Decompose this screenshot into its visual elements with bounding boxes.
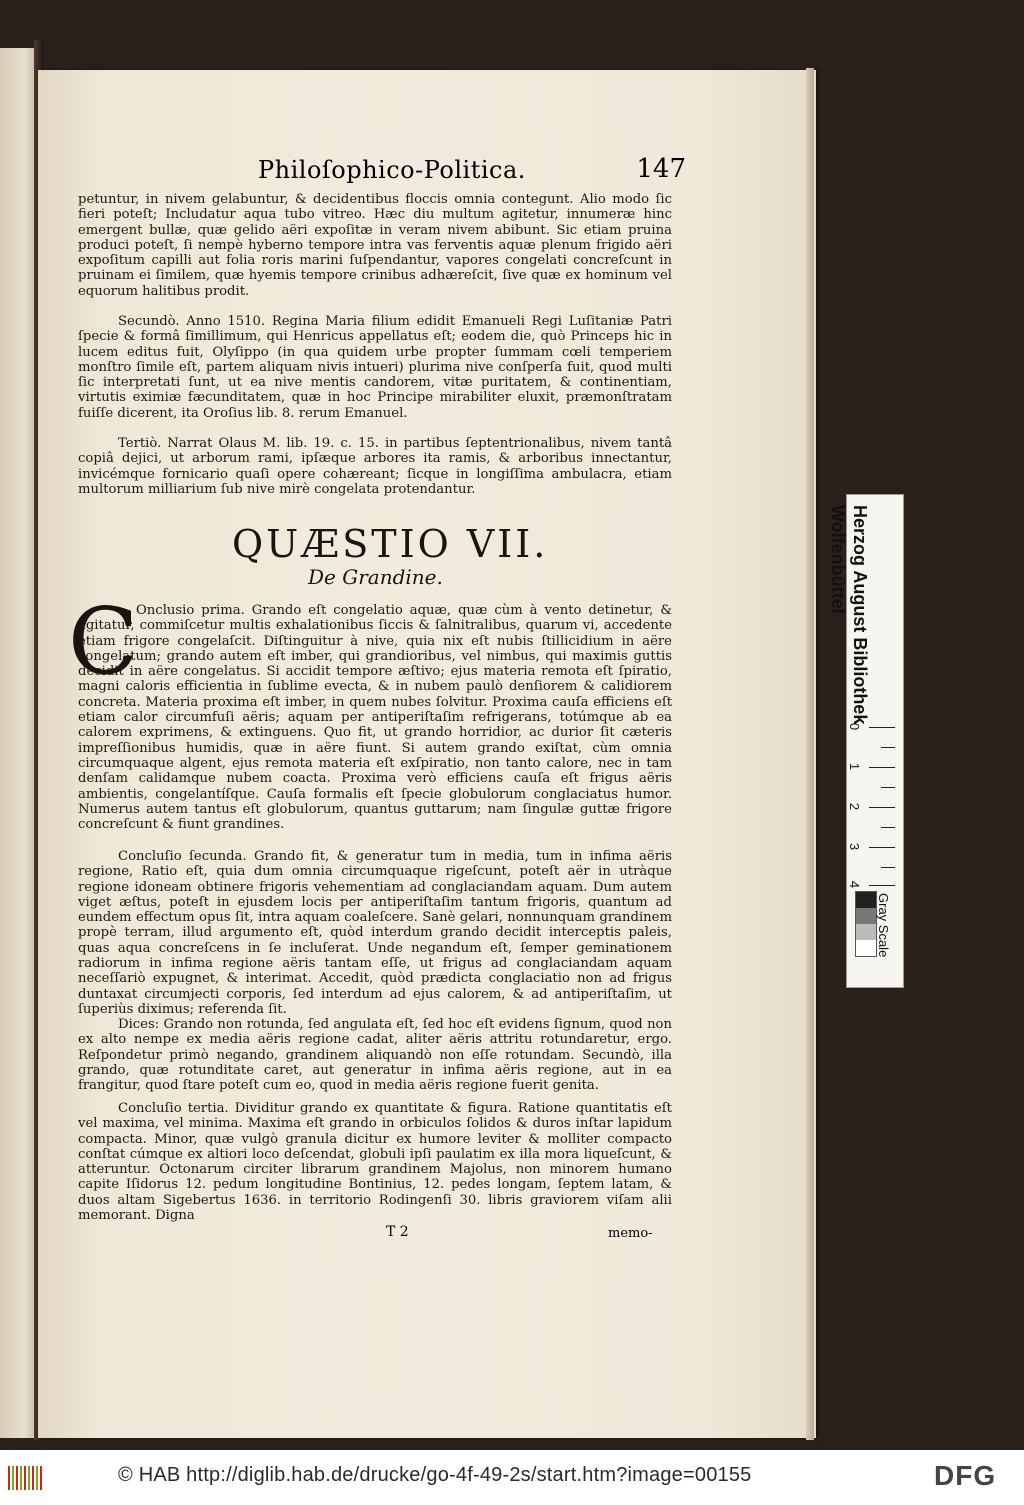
scale-number: 2 — [847, 802, 863, 811]
scale-tick — [869, 727, 895, 728]
scale-tick — [881, 867, 895, 868]
conclusio-secunda: Concluſio ſecunda. Grando fit, & generatur tum in media, tum in infima aëris regione, Ratio eſt, quia dum omnia circumquaque rigeſcunt, poteſt aër in utràque regione idoneam obtinere frigoris vehementiam ad conglaciandam aquam. Dum autem viget æſtus, poteſt in ejusdem locis per antiperiſtaſim tantum frigoris, quantum ad eundem effectum opus ſit, intra aquam coaleſcere. Sanè gelari, nonnunquam grandinem propè terram, illud argumento eſt, quòd interdum grando decidit interceptis paleis, quas aqua concreſcens in ſe incluſerat. Unde negandum eſt, ſemper geminationem radiorum in infima regione aëris tantam eſſe, ut frigus ad conglaciandam aquam neceſſariò expugnet, & interimat. Accedit, quòd prædicta conglaciatio non ad frigus duntaxat circumjecti corporis, ſed interdum ad ejus calorem, & ad antiperiſtaſim, ut ſuperiùs diximus; referenda ſit. — [78, 849, 672, 1017]
scale-number: 3 — [847, 842, 863, 851]
paragraph-1: petuntur, in nivem gelabuntur, & decidentibus floccis omnia contegunt. Alio modo ſic fieri poteſt; Includatur aqua tubo vitreo. Hæc diu multum agitetur, innumeræ hinc emergent bullæ, quæ gelido aëri expoſitæ in veram nivem abibunt. Sic etiam pruina produci poteſt, ſi nempè hyberno tempore intra vas ferventis aquæ plenum frigido aëri expoſitum capilli aut folia roris marini ſuſpendantur, vapores congelati concreſcunt in pruinam ei ſimilem, quæ hyemis tempore crinibus adhæreſcit, ſive quæ ex hominum vel equorum halitibus prodit. — [78, 192, 672, 299]
paragraph-2: Secundò. Anno 1510. Regina Maria filium edidit Emanueli Regi Luſitaniæ Patri ſpecie & formâ ſimillimum, qui Henricus appellatus eſt; eodem die, quò Princeps hic in lucem editus fuit, Olyſippo (in qua quidem urbe propter ſummam cœli temperiem monſtro ſimile eſt, partem aliquam nivis intueri) plurima nive conſperſa fuit, quod multi ſic interpretati ſunt, ut ea nive mentis candorem, vitæ puritatem, & continentiam, virtutis eximiæ fæcunditatem, quæ in hoc Principe mirabiliter eluxit, præmonſtratam fuiſſe dicerent, ita Oroſius lib. 8. rerum Emanuel. — [78, 314, 672, 421]
dices-paragraph: Dices: Grando non rotunda, ſed angulata eſt, ſed hoc eſt evidens ſignum, quod non ex alto nempe ex media aëris regione cadat, aliter aëris attritu rotundaretur, ergo. Reſpondetur primò negando, grandinem aliquandò non eſſe rotundam. Secundò, illa grando, quæ rotunditate caret, aut generatur in infima aëris regione, aut in ea frangitur, quod ſtare poteſt cum eo, quod in media aëris regione fuerit genita. — [78, 1017, 672, 1094]
paragraph-3: Tertiò. Narrat Olaus M. lib. 19. c. 15. in partibus ſeptentrionalibus, nivem tantâ copiâ dejici, ut arborum rami, ipſæque arbores ita ramis, & arboribus innectantur, invicémque fornicario quaſi opere cohæreant; ſicque in longiſſima ambulacra, etiam multorum milliarium ſub nive mirè congelata protendantur. — [78, 436, 672, 497]
question-heading: QUÆSTIO VII. — [232, 522, 549, 566]
gray-scale-label: Gray Scale — [876, 893, 891, 958]
catchword: memo- — [608, 1226, 653, 1241]
scale-number: 4 — [847, 880, 863, 889]
running-title: Philoſophico-Politica. — [258, 156, 526, 184]
scale-tick — [869, 767, 895, 768]
question-subheading: De Grandine. — [308, 565, 443, 589]
signature-mark: T 2 — [386, 1224, 409, 1240]
scale-number: 0 — [847, 722, 863, 731]
conclusio-tertia: Concluſio tertia. Dividitur grando ex quantitate & figura. Ratione quantitatis eſt vel maxima, vel minima. Maxima eſt grando in orbiculos ſolidos & duros inſtar lapidum compacta. Minor, quæ vulgò granula dicitur ex humore leviter & molliter compacto conſtat cúmque ex altiori loco deſcendat, globuli ipſi paulatim ex illa mora liqueſcunt, & atteruntur. Octonarum circiter librarum grandinem Majolus, non minorem humano capite Iſidorus 12. pedum longitudine Bontinius, 12. pedes longam, ſeptem latam, & duos altam Sigebertus 1636. in territorio Rodingenſi 30. libris graviorem viſam alii memorant. Digna — [78, 1101, 672, 1224]
conclusio-prima: Onclusio prima. Grando eſt congelatio aquæ, quæ cùm à vento detinetur, & agitatur, commiſcetur multis exhalationibus ſiccis & ſalnitralibus, quarum vi, accedente etiam frigore congelaſcit. Diſtinguitur à nive, quia nix eſt nubis ſtillicidium in aëre congelatum; grando autem eſt imber, qui grandioribus, vel nimbus, qui maximis guttis decidit in aëre congelatus. Si accidit tempore æſtivo; ejus materia remota eſt ſpiratio, magni caloris efficientia in ſublime evecta, & in nubem paulò denſiorem & calidiorem concreta. Materia proxima eſt imber, in quem nubes ſolvitur. Proxima cauſa efficiens eſt etiam calor circumfuſi aëris; aquam per antiperiſtaſim refrigerans, totúmque ab ea calorem exprimens, & extinguens. Quo fit, ut grando horridior, ac durior ſit cæteris impreſſionibus humidis, quæ in aëre fiunt. Si autem grando exiſtat, cùm omnia circumquaque algent, ejus remota materia eſt exſpiratio, non tanto calore, nec in tam denſam calidamque nubem coacta. Proxima verò efficiens cauſa eſt frigus aëris ambientis, congelantíſque. Cauſa formalis eſt ſpecie globulorum conglaciatus humor. Numerus autem tantus eſt globulorum, quantus guttarum; nam ſingulæ guttæ frigore concreſcunt & fiunt grandines. — [78, 603, 672, 833]
scale-tick — [881, 747, 895, 748]
scale-tick — [869, 847, 895, 848]
running-header — [258, 154, 686, 188]
ruler-scale — [847, 709, 899, 889]
library-name: Herzog August Bibliothek — [850, 505, 870, 725]
scale-tick — [881, 827, 895, 828]
library-place: Wolfenbüttel — [828, 505, 848, 614]
page-number: 147 — [636, 154, 686, 184]
ruler-library-label — [828, 499, 899, 725]
dfg-logo: DFG — [934, 1460, 997, 1491]
scale-ruler — [828, 494, 904, 988]
page-fore-edge — [806, 68, 814, 1440]
hab-logo-icon — [8, 1466, 44, 1490]
scale-tick — [881, 787, 895, 788]
copyright-url[interactable]: © HAB http://diglib.hab.de/drucke/go-4f-49-2s/start.htm?image=00155 — [118, 1464, 752, 1486]
scale-number: 1 — [847, 762, 863, 771]
scale-tick — [869, 807, 895, 808]
gray-scale-patches — [855, 891, 877, 957]
drop-capital: C — [68, 588, 139, 695]
scale-tick — [869, 885, 895, 886]
footer-bar — [0, 1450, 1024, 1505]
